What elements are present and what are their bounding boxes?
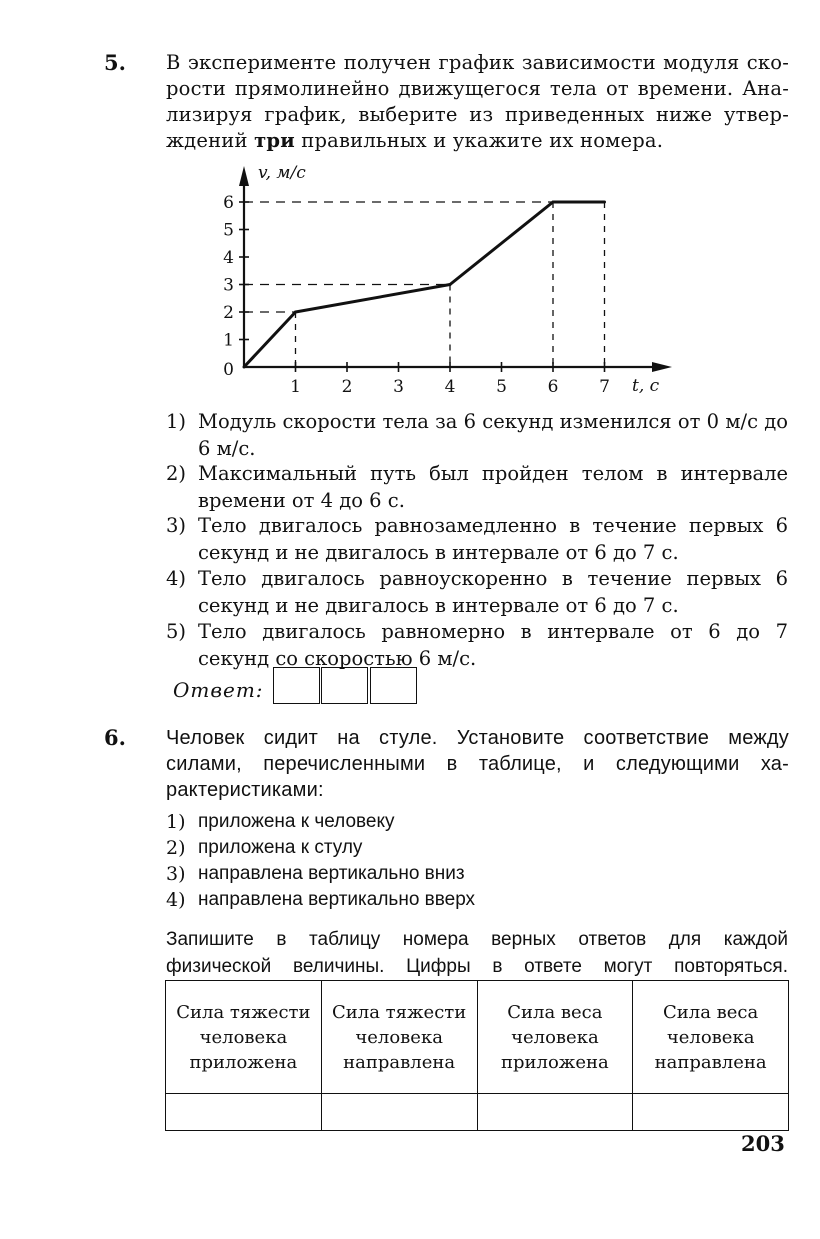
page-number: 203 — [741, 1131, 785, 1156]
option-number: 2) — [166, 837, 186, 859]
chart-labels — [223, 163, 659, 397]
option-6-1 — [166, 809, 666, 835]
option-text: Модуль скорости тела за 6 секунд изменился от 0 м/с до 6 м/с. — [198, 410, 788, 460]
answer-cell[interactable] — [477, 1094, 633, 1131]
header-cell: Сила тяжести человека приложена — [166, 981, 322, 1094]
y-axis-arrow — [239, 166, 249, 186]
option-6-2 — [166, 835, 666, 861]
option-5-5 — [166, 619, 790, 672]
instruction — [166, 926, 788, 980]
chart-ticks — [239, 202, 605, 372]
header-cell: Сила веса человека приложена — [477, 981, 633, 1094]
option-number: 2) — [166, 462, 187, 485]
option-5-3 — [166, 513, 790, 566]
x-tick-label: 5 — [496, 377, 507, 397]
y-tick-label: 1 — [223, 330, 234, 351]
y-tick-label: 2 — [223, 303, 234, 323]
option-6-4 — [166, 887, 666, 913]
y-tick-label: 5 — [223, 220, 234, 241]
problem-6-line-1: Человек сидит на стуле. Установите соответствие между — [166, 727, 789, 749]
option-number: 5) — [166, 620, 187, 643]
chart-guides — [244, 202, 605, 367]
option-number: 4) — [166, 567, 187, 590]
option-text: Тело двигалось равноускоренно в течение первых 6 секунд и не двигалось в интервале от 6 до 7 с. — [198, 567, 788, 617]
problem-5-line-1: В эксперименте получен график зависимости модуля ско- — [166, 51, 789, 74]
instruction-line-2: физической величины. Цифры в ответе могут повторяться. — [166, 956, 788, 977]
x-axis-label: t, с — [632, 376, 660, 396]
problem-6-line-2: силами, перечисленными в таблице, и следующими ха- — [166, 753, 789, 775]
answer-cell[interactable] — [166, 1094, 322, 1131]
option-number: 1) — [166, 811, 186, 833]
option-5-4 — [166, 566, 790, 619]
answer-box-3[interactable] — [370, 667, 417, 704]
y-tick-label: 3 — [223, 275, 234, 296]
problem-5-number: 5. — [104, 50, 126, 75]
option-5-1 — [166, 409, 790, 462]
data-point — [243, 366, 246, 369]
x-tick-label: 1 — [290, 377, 301, 397]
problem-5-line-3: лизируя график, выберите из приведенных ниже утвер- — [166, 103, 789, 126]
answer-table — [165, 980, 789, 1131]
option-text: приложена к стулу — [198, 837, 363, 858]
option-number: 1) — [166, 410, 187, 433]
answer-cell[interactable] — [321, 1094, 477, 1131]
x-tick-label: 7 — [599, 377, 610, 397]
x-tick-label: 3 — [393, 377, 404, 397]
bold-three: три — [254, 129, 295, 152]
data-point — [603, 201, 606, 204]
option-6-3 — [166, 861, 666, 887]
problem-6-text — [166, 725, 789, 803]
instruction-line-1: Запишите в таблицу номера верных ответов для каждой — [166, 929, 788, 950]
y-tick-label: 4 — [223, 248, 234, 268]
option-text: приложена к человеку — [198, 811, 395, 832]
option-number: 3) — [166, 514, 187, 537]
data-point — [449, 283, 452, 286]
header-cell: Сила тяжести человека направлена — [321, 981, 477, 1094]
answer-box-1[interactable] — [273, 667, 320, 704]
option-text: Тело двигалось равнозамедленно в течение первых 6 секунд и не двигалось в интервале от 6 до 7 с. — [198, 514, 788, 564]
x-tick-label: 6 — [547, 377, 559, 397]
answer-table-input-row — [166, 1094, 789, 1131]
y-axis-label: v, м/с — [258, 163, 306, 183]
option-number: 3) — [166, 863, 186, 885]
velocity-time-chart — [0, 0, 820, 420]
problem-6-line-3: рактеристиками: — [166, 779, 324, 801]
x-tick-label: 2 — [341, 377, 353, 397]
data-point — [552, 201, 555, 204]
line-4-end: правильных и укажите их номера. — [294, 129, 664, 152]
answer-table-header-row — [166, 981, 789, 1094]
option-text: Максимальный путь был пройден телом в интервале времени от 4 до 6 с. — [198, 462, 788, 512]
header-cell: Сила веса человека направлена — [633, 981, 789, 1094]
answer-label: Ответ: — [173, 678, 264, 702]
option-text: направлена вертикально вниз — [198, 863, 465, 884]
option-5-2 — [166, 461, 790, 514]
line-4-start: ждений — [166, 129, 255, 152]
y-tick-label: 6 — [223, 193, 234, 213]
option-text: Тело двигалось равномерно в интервале от 6 до 7 секунд со скоростью 6 м/с. — [198, 620, 788, 670]
x-axis-arrow — [652, 362, 672, 372]
origin-label: 0 — [223, 360, 234, 380]
problem-6-number: 6. — [104, 725, 126, 750]
option-text: направлена вертикально вверх — [198, 889, 476, 910]
chart-axes — [239, 166, 672, 372]
problem-5-line-2: рости прямолинейно движущегося тела от времени. Ана- — [166, 77, 789, 100]
answer-box-2[interactable] — [321, 667, 368, 704]
data-point — [294, 311, 297, 314]
option-number: 4) — [166, 889, 186, 911]
answer-cell[interactable] — [633, 1094, 789, 1131]
x-tick-label: 4 — [444, 377, 456, 397]
